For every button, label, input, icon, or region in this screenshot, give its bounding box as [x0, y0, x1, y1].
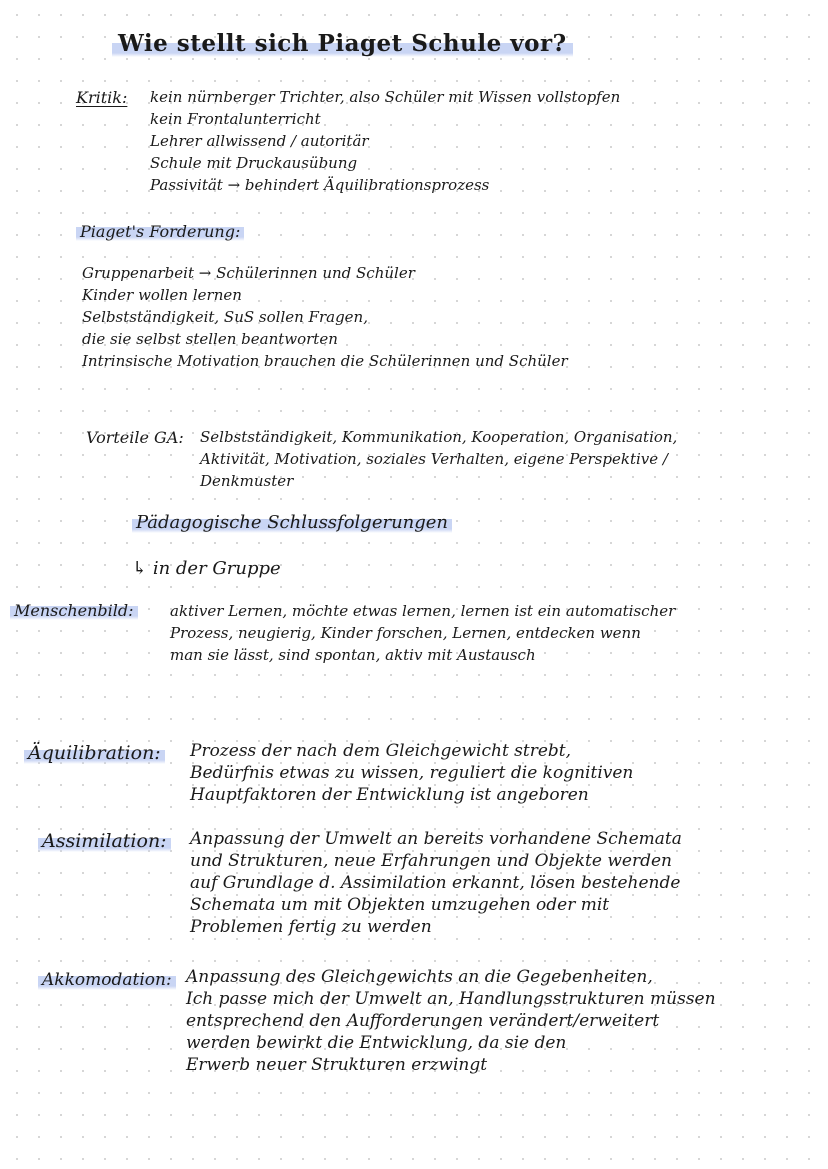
- menschenbild-label: Menschenbild:: [10, 601, 138, 620]
- aequilibration-line: Bedürfnis etwas zu wissen, reguliert die kognitiven: [190, 763, 634, 783]
- kritik-label: Kritik:: [76, 88, 128, 107]
- aequilibration-line: Prozess der nach dem Gleichgewicht strebt,: [190, 741, 572, 761]
- akkomodation-list: [186, 966, 716, 1076]
- kritik-line: Lehrer allwissend / autoritär: [150, 132, 369, 150]
- assimilation-list: [190, 828, 682, 938]
- akkomodation-label: Akkomodation:: [38, 970, 176, 990]
- vorteile-line: Denkmuster: [200, 472, 294, 490]
- vorteile-label: Vorteile GA:: [86, 428, 184, 447]
- kritik-line: Passivität → behindert Äquilibrationsprozess: [150, 176, 490, 194]
- forderung-line: die sie selbst stellen beantworten: [82, 330, 338, 348]
- menschenbild-line: Prozess, neugierig, Kinder forschen, Lernen, entdecken wenn: [170, 624, 641, 642]
- kritik-line: kein nürnberger Trichter, also Schüler mit Wissen vollstopfen: [150, 88, 621, 106]
- aequilibration-line: Hauptfaktoren der Entwicklung ist angeboren: [190, 785, 589, 805]
- akkomodation-line: Ich passe mich der Umwelt an, Handlungsstrukturen müssen: [186, 989, 716, 1009]
- forderung-line: Intrinsische Motivation brauchen die Schülerinnen und Schüler: [82, 352, 568, 370]
- kritik-line: Schule mit Druckausübung: [150, 154, 358, 172]
- paedagogisch-sub-text: in der Gruppe: [152, 558, 281, 579]
- forderung-list: [82, 262, 568, 372]
- vorteile-line: Selbstständigkeit, Kommunikation, Kooperation, Organisation,: [200, 428, 678, 446]
- menschenbild-line: man sie lässt, sind spontan, aktiv mit Austausch: [170, 646, 536, 664]
- vorteile-list: [200, 426, 677, 492]
- paedagogisch-heading: Pädagogische Schlussfolgerungen: [132, 512, 452, 533]
- menschenbild-list: [170, 600, 675, 666]
- akkomodation-line: werden bewirkt die Entwicklung, da sie den: [186, 1033, 567, 1053]
- forderung-line: Selbstständigkeit, SuS sollen Fragen,: [82, 308, 368, 326]
- kritik-list: [150, 86, 620, 196]
- assimilation-line: und Strukturen, neue Erfahrungen und Objekte werden: [190, 851, 672, 871]
- assimilation-line: Anpassung der Umwelt an bereits vorhandene Schemata: [190, 829, 682, 849]
- kritik-line: kein Frontalunterricht: [150, 110, 321, 128]
- assimilation-line: Schemata um mit Objekten umzugehen oder mit: [190, 895, 610, 915]
- forderung-line: Gruppenarbeit → Schülerinnen und Schüler: [82, 264, 415, 282]
- assimilation-line: auf Grundlage d. Assimilation erkannt, lösen bestehende: [190, 873, 681, 893]
- assimilation-label: Assimilation:: [38, 830, 171, 852]
- assimilation-line: Problemen fertig zu werden: [190, 917, 432, 937]
- return-arrow-icon: ↳: [132, 558, 148, 579]
- page-title: Wie stellt sich Piaget Schule vor?: [112, 30, 573, 57]
- akkomodation-line: Anpassung des Gleichgewichts an die Gegebenheiten,: [186, 967, 653, 987]
- aequilibration-list: [190, 740, 633, 806]
- forderung-label: Piaget's Forderung:: [76, 222, 244, 241]
- akkomodation-line: entsprechend den Aufforderungen verändert/erweitert: [186, 1011, 660, 1031]
- akkomodation-line: Erwerb neuer Strukturen erzwingt: [186, 1055, 488, 1075]
- aequilibration-label: Äquilibration:: [24, 742, 165, 764]
- paedagogisch-sub: [132, 558, 281, 579]
- menschenbild-line: aktiver Lernen, möchte etwas lernen, lernen ist ein automatischer: [170, 602, 676, 620]
- vorteile-line: Aktivität, Motivation, soziales Verhalten, eigene Perspektive /: [200, 450, 668, 468]
- forderung-line: Kinder wollen lernen: [82, 286, 242, 304]
